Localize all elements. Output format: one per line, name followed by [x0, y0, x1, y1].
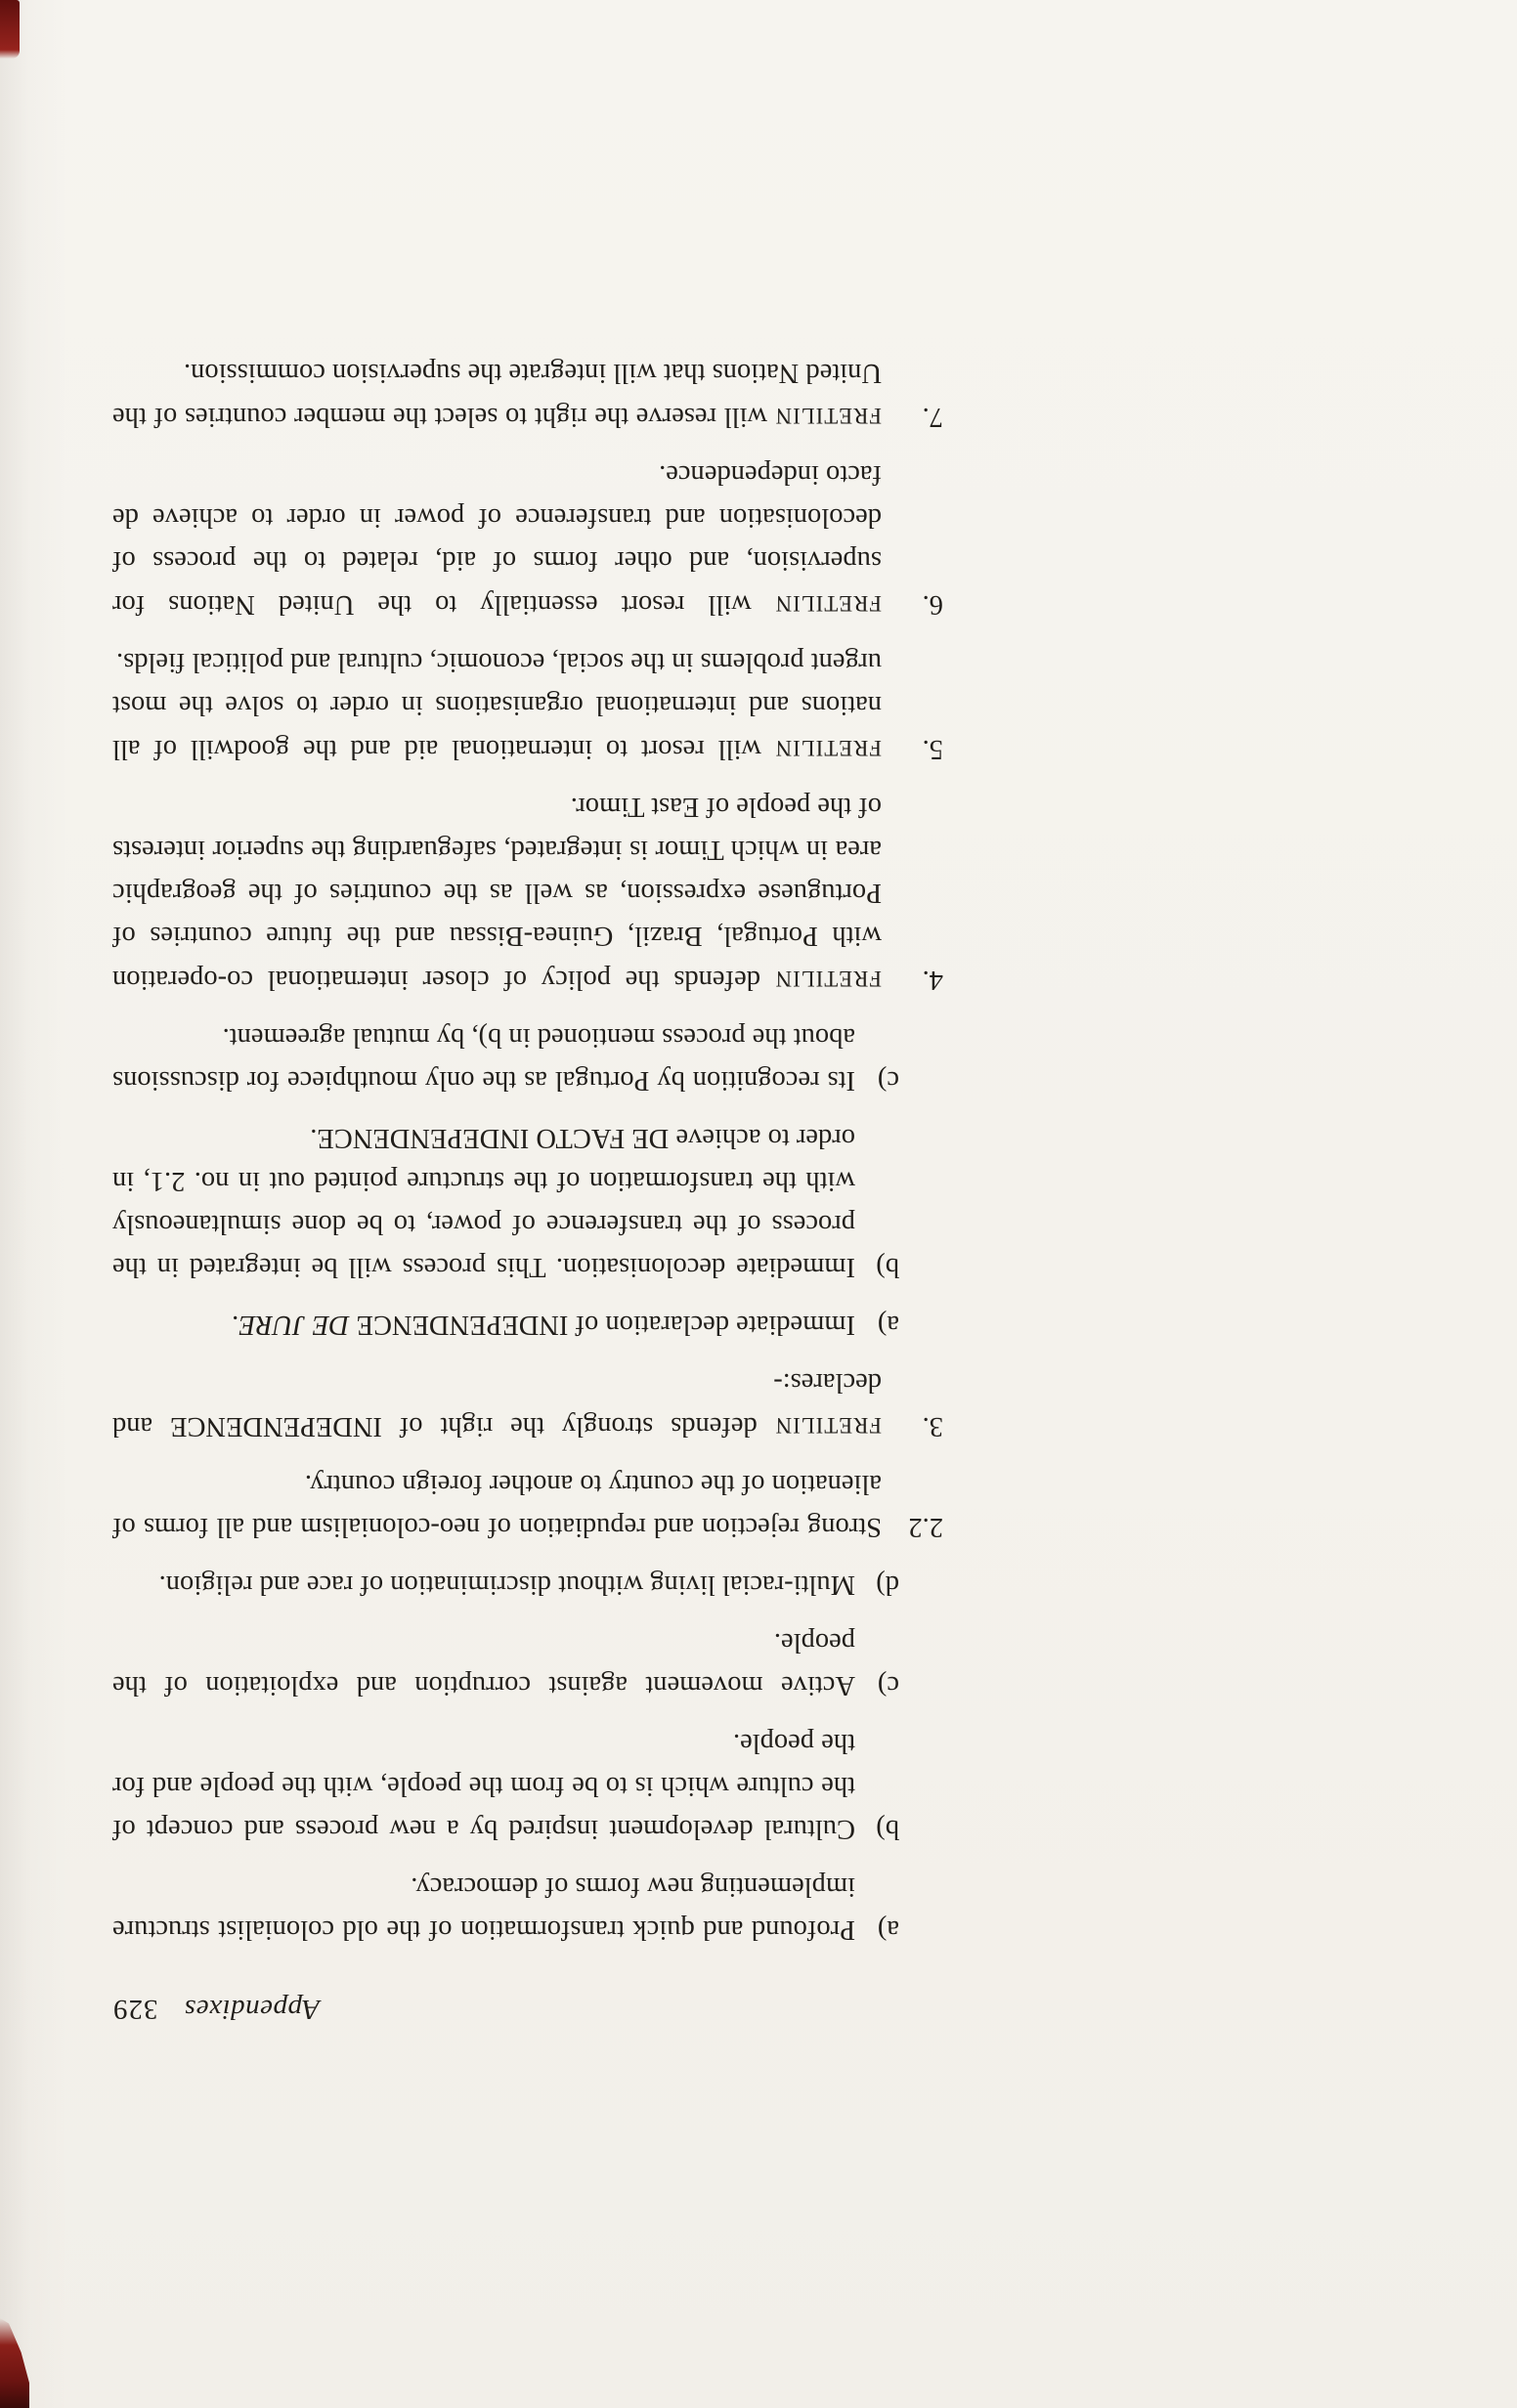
item-text: Multi-racial living without discrimination of race and religion.: [158, 1570, 855, 1600]
item-label: d): [876, 1570, 899, 1600]
item-text: Immediate decolonisation. This process will be integrated in the process of the transference of power, to be done simultaneously with the transformation of the structure pointed out in no. 2.1, in order to achieve DE FACTO INDEPENDENCE.: [112, 1123, 855, 1282]
book-edge-mark-top: [0, 0, 20, 59]
item-label: 2.2: [908, 1512, 943, 1542]
item-text: Cultural development inspired by a new process and concept of the culture which is to be from the people, with the people and for the people.: [112, 1728, 855, 1844]
item-text: Immediate declaration of INDEPENDENCE DE JURE.: [232, 1310, 855, 1340]
list-item: [112, 1116, 943, 1288]
list-item: [112, 1360, 943, 1447]
list-item: [112, 1721, 943, 1850]
list-item: [112, 351, 943, 438]
list-item: [112, 452, 943, 625]
item-text: FRETILIN defends strongly the right of INDEPENDENCE and declares:-: [112, 1367, 882, 1441]
list-item: [112, 785, 943, 1001]
list-item: [112, 1865, 943, 1951]
item-text: Profound and quick transformation of the old colonialist structure implementing new forms of democracy.: [112, 1871, 855, 1945]
item-text: FRETILIN will resort to international aid and the goodwill of all nations and international organisations in order to solve the most urgent problems in the social, economic, cultural and political fields.: [112, 647, 882, 764]
item-label: c): [877, 1065, 899, 1096]
running-head-title: Appendixes: [184, 1994, 321, 2025]
item-label: 6.: [922, 589, 943, 620]
list-item: [112, 1303, 943, 1346]
list-item: [112, 1563, 943, 1606]
list-item: [112, 1620, 943, 1706]
item-label: 4.: [922, 965, 943, 995]
document-body: [112, 351, 943, 1951]
page-number: 329: [112, 1994, 158, 2025]
item-text: Its recognition by Portugal as the only mouthpiece for discussions about the process mentioned in b), by mutual agreement.: [112, 1022, 855, 1096]
item-label: a): [877, 1310, 899, 1340]
item-label: 7.: [922, 402, 943, 432]
item-label: 3.: [922, 1411, 943, 1441]
item-label: 5.: [922, 734, 943, 764]
item-label: c): [877, 1670, 899, 1700]
item-label: b): [876, 1252, 899, 1282]
list-item: [112, 640, 943, 770]
running-head: [112, 1993, 943, 2025]
item-text: FRETILIN defends the policy of closer international co-operation with Portugal, Brazil, Guinea-Bissau and the future countries of Portuguese expression, as well as the countries of the geographic area in which Timor is integrated, safeguarding the superior interests of the people of East Timor.: [112, 792, 882, 995]
item-text: FRETILIN will resort essentially to the United Nations for supervision, and other forms of aid, related to the process of decolonisation and transference of power in order to achieve de facto independence.: [112, 459, 882, 620]
item-label: b): [876, 1814, 899, 1844]
item-text: Strong rejection and repudiation of neo-colonialism and all forms of alienation of the country to another foreign country.: [112, 1469, 882, 1542]
item-label: a): [877, 1914, 899, 1945]
list-item: [112, 1015, 943, 1101]
item-text: Active movement against corruption and exploitation of the people.: [112, 1627, 855, 1700]
item-text: FRETILIN will reserve the right to select the member countries of the United Nations that will integrate the supervision commission.: [112, 358, 882, 432]
list-item: [112, 1462, 943, 1548]
